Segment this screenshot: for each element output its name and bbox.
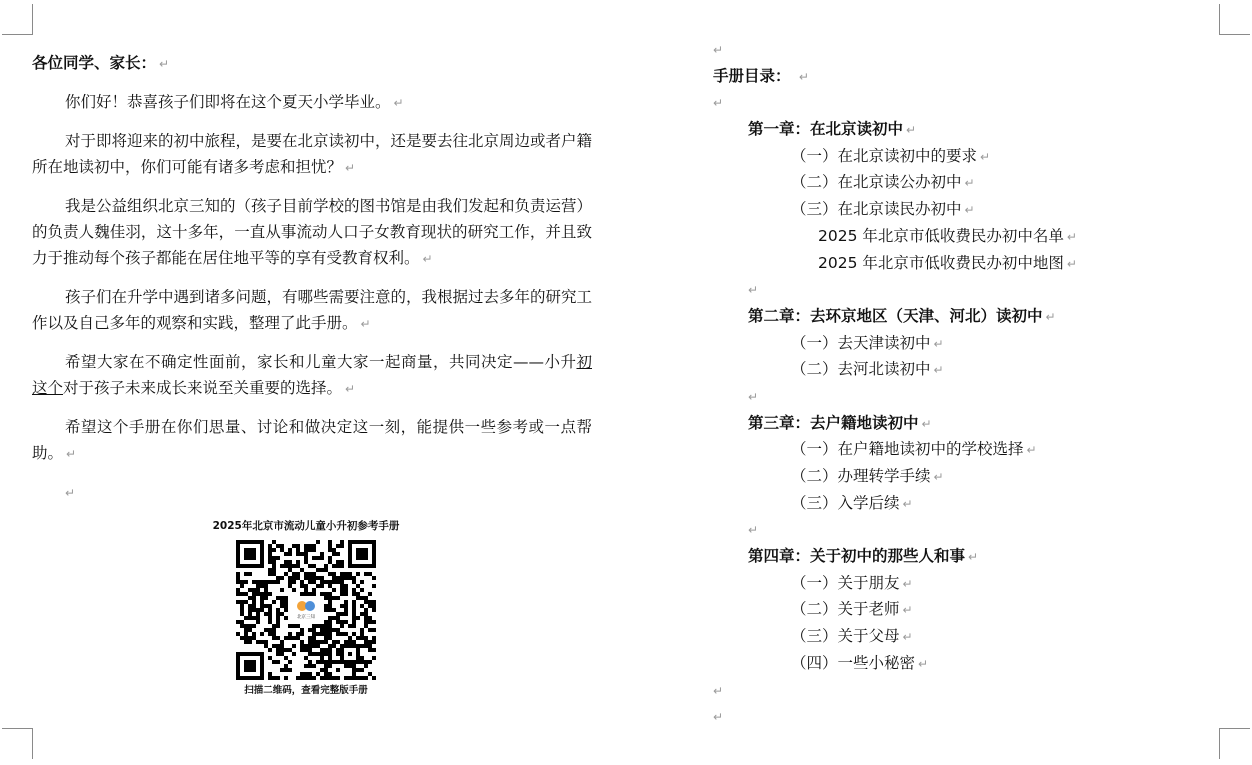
toc-section[interactable]: （二）去河北读初中 ↵ xyxy=(791,360,944,379)
left-page xyxy=(32,50,592,505)
paragraph-mark: ↵ xyxy=(713,683,724,698)
page-corner-mark xyxy=(1219,4,1250,35)
paragraph-mark: ↵ xyxy=(748,283,759,298)
qr-logo-text: 北京三知 xyxy=(297,615,315,620)
toc-section[interactable]: （二）在北京读公办初中 ↵ xyxy=(791,173,975,192)
underlined-text: 初这个 xyxy=(32,353,592,397)
paragraph-mark: ↵ xyxy=(921,416,932,431)
paragraph-mark: ↵ xyxy=(1066,229,1077,244)
paragraph[interactable]: 我是公益组织北京三知的（孩子目前学校的图书馆是由我们发起和负责运营）的负责人魏佳羽，这十多年，一直从事流动人口子女教育现状的研究工作，并且致力于推动每个孩子都能在居住地平等的享有受教育权利。 ↵ xyxy=(32,197,593,267)
paragraph-mark: ↵ xyxy=(345,161,356,175)
qr-code-icon xyxy=(236,540,376,680)
paragraph-mark: ↵ xyxy=(66,447,77,461)
toc-section[interactable]: （三）入学后续 ↵ xyxy=(791,493,913,512)
paragraph[interactable]: 孩子们在升学中遇到诸多问题，有哪些需要注意的，我根据过去多年的研究工作以及自己多年的观察和实践，整理了此手册。 ↵ xyxy=(32,288,593,332)
qr-block xyxy=(196,518,416,698)
chapter-heading[interactable]: 第二章：去环京地区（天津、河北）读初中 ↵ xyxy=(748,306,1056,325)
empty-paragraph[interactable] xyxy=(65,479,592,505)
toc-subsection[interactable]: 2025 年北京市低收费民办初中地图 ↵ xyxy=(818,253,1077,272)
chapter-heading[interactable]: 第三章：去户籍地读初中 ↵ xyxy=(748,413,932,432)
paragraph[interactable]: 你们好！恭喜孩子们即将在这个夏天小学毕业。 ↵ xyxy=(65,93,404,111)
paragraph-mark: ↵ xyxy=(360,317,371,331)
toc-section[interactable]: （三）关于父母 ↵ xyxy=(791,627,913,646)
paragraph-mark: ↵ xyxy=(918,656,929,671)
page-corner-mark xyxy=(1219,728,1250,759)
salutation[interactable]: 各位同学、家长： ↵ xyxy=(32,54,170,72)
toc-section[interactable]: （一）关于朋友 ↵ xyxy=(791,573,913,592)
toc-title[interactable]: 手册目录： ↵ xyxy=(713,66,809,85)
page-corner-mark xyxy=(2,4,33,35)
qr-code-image[interactable] xyxy=(236,540,376,680)
paragraph-mark: ↵ xyxy=(980,149,991,164)
paragraph-mark: ↵ xyxy=(713,43,724,57)
toc-section[interactable]: （一）在户籍地读初中的学校选择 ↵ xyxy=(791,440,1037,459)
qr-caption: 2025年北京市流动儿童小升初参考手册 xyxy=(212,520,400,532)
paragraph-mark: ↵ xyxy=(933,336,944,351)
paragraph[interactable]: 希望这个手册在你们思量、讨论和做决定这一刻，能提供一些参考或一点帮助。 ↵ xyxy=(32,418,592,462)
paragraph-mark: ↵ xyxy=(798,69,809,84)
paragraph-mark: ↵ xyxy=(713,710,724,725)
qr-hint: 扫描二维码，查看完整版手册 xyxy=(244,685,368,696)
toc-subsection[interactable]: 2025 年北京市低收费民办初中名单 ↵ xyxy=(818,226,1077,245)
paragraph-mark: ↵ xyxy=(933,470,944,484)
paragraph-mark: ↵ xyxy=(964,176,975,191)
paragraph-mark: ↵ xyxy=(968,550,979,565)
paragraph-mark: ↵ xyxy=(1066,256,1077,271)
paragraph-mark: ↵ xyxy=(1026,443,1037,458)
empty-paragraph[interactable] xyxy=(713,89,1213,116)
paragraph-mark: ↵ xyxy=(906,123,917,138)
empty-paragraph[interactable] xyxy=(713,383,1213,410)
right-page xyxy=(713,36,1213,730)
empty-paragraph[interactable] xyxy=(713,516,1213,543)
paragraph-mark: ↵ xyxy=(65,486,76,500)
paragraph-mark: ↵ xyxy=(748,523,759,538)
paragraph[interactable]: 对于即将迎来的初中旅程，是要在北京读初中，还是要去往北京周边或者户籍所在地读初中，你们可能有诸多考虑和担忧？ ↵ xyxy=(32,132,593,176)
toc-section[interactable]: （一）在北京读初中的要求 ↵ xyxy=(791,146,991,165)
paragraph-mark: ↵ xyxy=(345,382,356,396)
toc-section[interactable]: （二）办理转学手续 ↵ xyxy=(791,467,944,485)
paragraph-mark: ↵ xyxy=(902,496,913,511)
toc-section[interactable]: （四）一些小秘密 ↵ xyxy=(791,653,929,672)
paragraph-mark: ↵ xyxy=(713,96,724,111)
chapter-heading[interactable]: 第四章：关于初中的那些人和事 ↵ xyxy=(748,547,979,566)
paragraph[interactable]: 希望大家在不确定性面前，家长和儿童大家一起商量，共同决定——小升初这个对于孩子未来成长来说至关重要的选择。 ↵ xyxy=(32,353,592,397)
empty-paragraph[interactable] xyxy=(713,703,1213,730)
page-corner-mark xyxy=(2,728,33,759)
paragraph-mark: ↵ xyxy=(933,363,944,378)
paragraph-mark: ↵ xyxy=(393,96,404,110)
paragraph-mark: ↵ xyxy=(159,57,170,71)
paragraph-mark: ↵ xyxy=(422,252,433,266)
paragraph-mark: ↵ xyxy=(902,603,913,618)
paragraph-mark: ↵ xyxy=(964,203,975,218)
toc-section[interactable]: （三）在北京读民办初中 ↵ xyxy=(791,200,975,219)
paragraph-mark: ↵ xyxy=(1045,309,1056,324)
paragraph-mark: ↵ xyxy=(748,389,759,404)
toc-section[interactable]: （一）去天津读初中 ↵ xyxy=(791,333,944,352)
toc-section[interactable]: （二）关于老师 ↵ xyxy=(791,600,913,619)
chapter-heading[interactable]: 第一章：在北京读初中 ↵ xyxy=(748,120,917,139)
paragraph-mark: ↵ xyxy=(902,630,913,645)
empty-paragraph[interactable] xyxy=(713,36,1213,63)
empty-paragraph[interactable] xyxy=(713,677,1213,704)
empty-paragraph[interactable] xyxy=(713,276,1213,303)
paragraph-mark: ↵ xyxy=(902,576,913,591)
